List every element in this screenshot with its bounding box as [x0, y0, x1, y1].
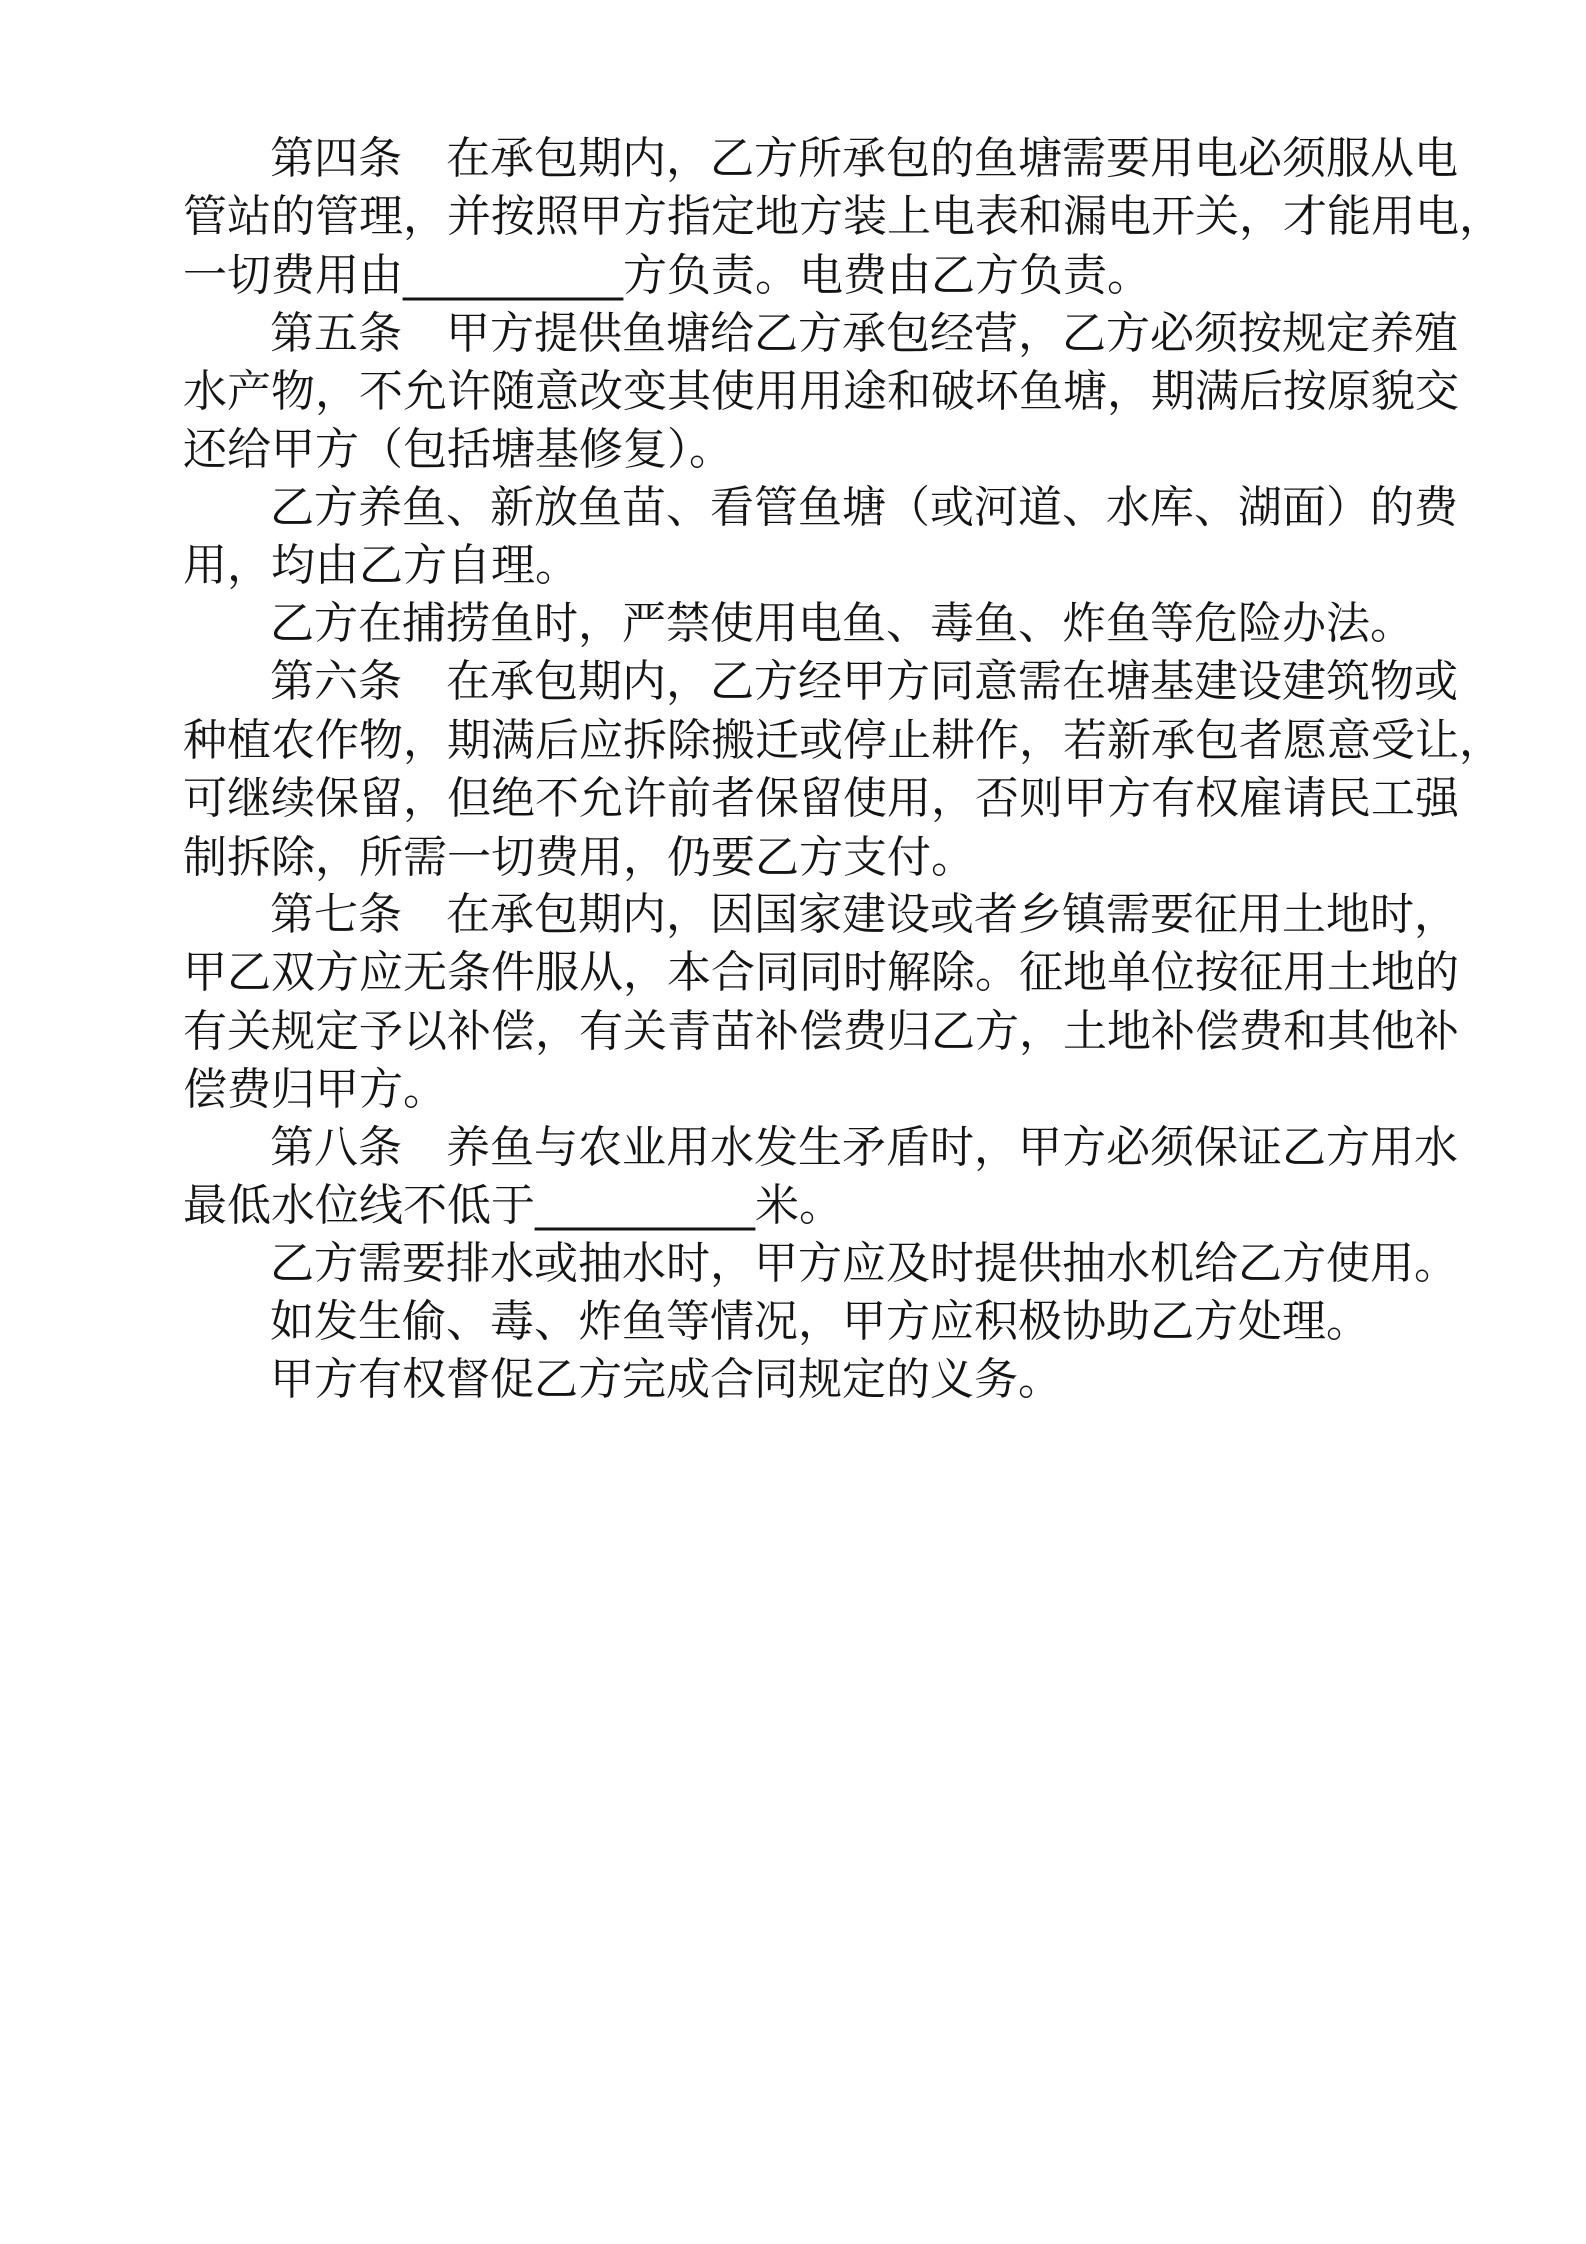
article-8-line-1	[270, 1118, 1458, 1178]
article-8-text-1: 养鱼与农业用水发生矛盾时，甲方必须保证乙方用水	[446, 1122, 1458, 1173]
article-6-text-1: 在承包期内，乙方经甲方同意需在塘基建设建筑物或	[446, 656, 1458, 707]
article-6-line-4: 制拆除，所需一切费用，仍要乙方支付。	[183, 832, 975, 883]
article-5-para-2-line-1: 乙方养鱼、新放鱼苗、看管鱼塘（或河道、水库、湖面）的费	[270, 482, 1458, 533]
article-4-line-1	[270, 129, 1458, 189]
article-5-para-3: 乙方在捕捞鱼时，严禁使用电鱼、毒鱼、炸鱼等危险办法。	[270, 598, 1414, 649]
article-7-line-3: 有关规定予以补偿，有关青苗补偿费归乙方，土地补偿费和其他补	[183, 1006, 1459, 1057]
article-8-line-2: 最低水位线不低于__________米。	[183, 1180, 843, 1231]
article-5-line-3: 还给甲方（包括塘基修复）。	[183, 424, 733, 475]
article-7-label: 第七条	[270, 889, 402, 940]
article-6-line-1	[270, 652, 1458, 712]
article-4-text-1: 在承包期内，乙方所承包的鱼塘需要用电必须服从电	[446, 133, 1458, 184]
article-6-label: 第六条	[270, 656, 402, 707]
article-8-para-3: 如发生偷、毒、炸鱼等情况，甲方应积极协助乙方处理。	[270, 1296, 1370, 1347]
article-5-label: 第五条	[270, 308, 402, 359]
article-5-line-2: 水产物，不允许随意改变其使用用途和破坏鱼塘，期满后按原貌交	[183, 366, 1459, 417]
article-7-text-1: 在承包期内，因国家建设或者乡镇需要征用土地时，	[446, 889, 1458, 940]
article-7-line-4: 偿费归甲方。	[183, 1064, 447, 1115]
article-4-line-2: 管站的管理，并按照甲方指定地方装上电表和漏电开关，才能用电，	[183, 191, 1503, 242]
article-6-line-2: 种植农作物，期满后应拆除搬迁或停止耕作，若新承包者愿意受让，	[183, 715, 1503, 766]
article-7-line-1	[270, 885, 1458, 945]
article-5-text-1: 甲方提供鱼塘给乙方承包经营，乙方必须按规定养殖	[446, 308, 1458, 359]
article-6-line-3: 可继续保留，但绝不允许前者保留使用，否则甲方有权雇请民工强	[183, 773, 1459, 824]
article-5-para-2-line-2: 用，均由乙方自理。	[183, 540, 579, 591]
article-8-para-2: 乙方需要排水或抽水时，甲方应及时提供抽水机给乙方使用。	[270, 1238, 1458, 1289]
article-8-label: 第八条	[270, 1122, 402, 1173]
article-5-line-1	[270, 304, 1458, 364]
article-8-para-4: 甲方有权督促乙方完成合同规定的义务。	[270, 1354, 1062, 1405]
article-4-line-3: 一切费用由__________方负责。电费由乙方负责。	[183, 250, 1151, 301]
article-7-line-2: 甲乙双方应无条件服从，本合同同时解除。征地单位按征用土地的	[183, 947, 1459, 998]
article-4-label: 第四条	[270, 133, 402, 184]
